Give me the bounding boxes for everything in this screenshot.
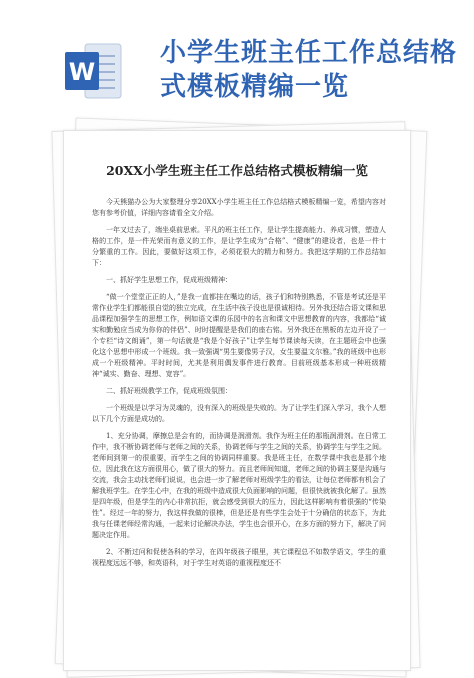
document-preview[interactable] <box>55 122 417 669</box>
document-body <box>92 197 386 574</box>
document-title: 20XX小学生班主任工作总结格式模板精编一览 <box>106 163 368 178</box>
word-icon-letter: W <box>68 58 96 86</box>
paragraph-point-1: 1、充分协调，摩擦总是会有的，而协调是润滑剂。我作为班主任的那瓶润滑剂。在日常工作中，我不断协调老师与老师之间的关系，协调老师与学生之间的关系，协调学生与学生之间。老师间到第一的很重要，而学生之间的协调同样重要。我是班主任，在数学课中我也是那个地位，因此我在这方面很用心，做了很大的努力。而且老师间知道，老师之间的协调主要是沟通与交流，我会主动找老师们说说，也会进一步了解老师对班级学生的看法，让每位老师都有机会了解我班学生。在学生心中，在我的班级中造成很大负面影响的问题，但很快就被我化解了。虽然是四年级，但是学生的内心非常抗拒，就会感受到很大的压力，因此这样影响有着很强的“传染性”。经过一年的努力，我这样我做的很棒，但是还是有些学生会处于十分确信的状态下，为此我与任课老师经常沟通，一起来讨论解决办法，学生也会很开心，在多方面的努力下，解决了问题决定作用。 <box>92 432 386 539</box>
paragraph-section-2-intro: 一个班级是以学习为灵魂的，没有深入的班级是失败的。为了让学生们深入学习，我个人想以下几个方面是成功的。 <box>92 404 386 423</box>
banner <box>0 0 474 128</box>
paragraph-point-2: 2、不断过问和促使各科的学习，在四年级孩子眼里，其它课程总不如数学语文，学生的重视程度远远不够，和英语科，对于学生对英语的重视程度还不 <box>92 548 386 567</box>
section-heading-1: 一、抓好学生思想工作，促成班级精神： <box>106 276 232 284</box>
paragraph-section-1: “做一个堂堂正正的人，”是我一直都挂在嘴边的话，孩子们和特别熟悉，不管是考试还是平常作业学生们都能很自觉的独立完成，在生活中孩子没也是很诚相待。另外我还结合语文课和思品课程加强学生的思想工作，例如语文课的乐园中的名言和课文中思想教育的内容，我都给“诚实和勤勉应当成为你你的伴侣”、时时提醒是是我们的座右铭。另外我还在黑板的左边开设了一个专栏“诗文朗诵”，第一句话就是“我是个好孩子”让学生每节课读每天读，在主题班会中也强化这个思想中形成一个班级。我一致强调“男生要像男子汉，女生要温文尔雅。”我的班级中也形成一个班级精神。平时时间，尤其是利用偶发事件进行教育。目前班级基本形成一种班级精神“诚实、勤奋、理想、宽容”。 <box>92 293 386 378</box>
paragraph-overview: 一年又过去了，端坐桌前思索。平凡的班主任工作，是让学生提高能力、养成习惯，塑造人格的工作，是一件光荣而有意义的工作，是让学生成为“合格”、“健康”的建设者，也是一件十分繁重的工作。因此，要做好这项工作，必须花很大的精力和努力。我把这学期的工作总结如下： <box>92 226 386 267</box>
word-document-icon <box>63 40 123 102</box>
paragraph-intro: 今天熊猫办公为大家整理分享20XX小学生班主任工作总结格式模板精编一览，希望内容对您有参考价值，详细内容请看全文介绍。 <box>92 198 386 217</box>
document-page <box>63 130 411 671</box>
banner-title: 小学生班主任工作总结格式模板精编一览 <box>160 38 458 102</box>
section-heading-2: 二、抓好班级教学工作，促成班级氛围： <box>106 387 232 395</box>
